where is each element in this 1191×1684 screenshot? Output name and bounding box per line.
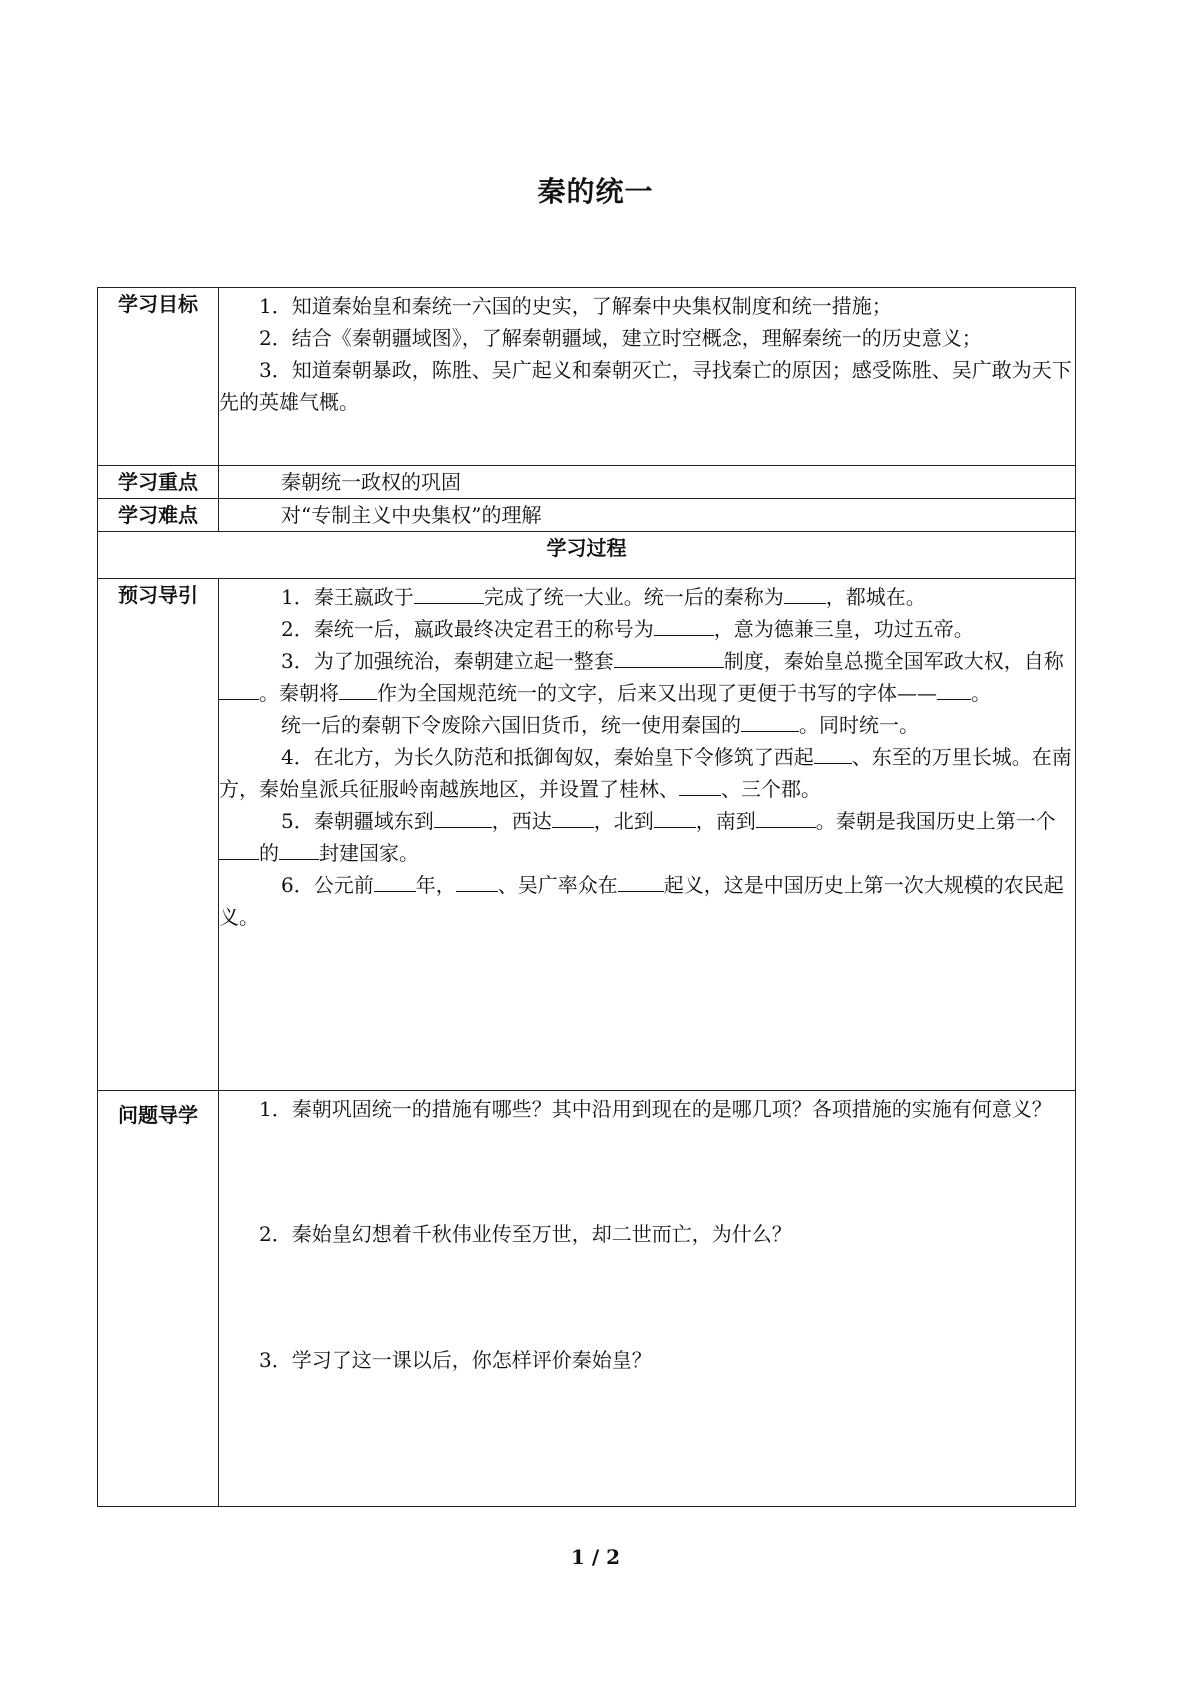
fill-blank[interactable]: [414, 581, 484, 604]
difficulty-row: [98, 499, 1076, 532]
fill-blank[interactable]: [679, 773, 721, 796]
fill-blank[interactable]: [456, 869, 498, 892]
study-sheet-table: [97, 287, 1076, 1507]
process-title: 学习过程: [546, 536, 627, 560]
page-number: 1 / 2: [570, 1545, 621, 1569]
difficulty-label: 学习难点: [98, 499, 219, 532]
preview-currency: 统一后的秦朝下令废除六国旧货币，统一使用秦国的 。同时统一。: [219, 709, 1075, 741]
preview-q1: 1．秦王嬴政于 完成了统一大业。统一后的秦称为 ，都城在。: [219, 581, 1075, 613]
preview-content: [219, 579, 1076, 1091]
questions-label: 问题导学: [98, 1091, 219, 1507]
fill-blank[interactable]: [279, 837, 319, 860]
objective-item: 2．结合《秦朝疆域图》，了解秦朝疆域，建立时空概念，理解秦统一的历史意义；: [259, 326, 982, 350]
fill-blank[interactable]: [937, 677, 971, 700]
objectives-content: [219, 288, 1076, 466]
fill-blank[interactable]: [219, 677, 259, 700]
fill-blank[interactable]: [741, 709, 799, 732]
preview-q3: 3．为了加强统治，秦朝建立起一整套 制度，秦始皇总揽全国军政大权，自称。秦朝将 作为全国规范统一的文字，后来又出现了更便于书写的字体—— 。: [219, 645, 1075, 709]
preview-row: [98, 579, 1076, 1091]
question-item: 3．学习了这一课以后，你怎样评价秦始皇？: [259, 1348, 652, 1372]
question-item: 1．秦朝巩固统一的措施有哪些？其中沿用到现在的是哪几项？各项措施的实施有何意义？: [259, 1097, 1052, 1121]
fill-blank[interactable]: [756, 805, 816, 828]
preview-label: 预习导引: [98, 579, 219, 1091]
preview-q2: 2．秦统一后，嬴政最终决定君王的称号为 ，意为德兼三皇，功过五帝。: [219, 613, 1075, 645]
preview-q6: 6．公元前 年， 、吴广率众在 起义，这是中国历史上第一次大规模的农民起义。: [219, 869, 1075, 933]
fill-blank[interactable]: [654, 613, 714, 636]
questions-row: [98, 1091, 1076, 1507]
fill-blank[interactable]: [374, 869, 416, 892]
fill-blank[interactable]: [784, 581, 826, 604]
page-title: 秦的统一: [537, 175, 654, 208]
objectives-row: [98, 288, 1076, 466]
fill-blank[interactable]: [614, 645, 724, 668]
key-point-text: 秦朝统一政权的巩固: [281, 470, 461, 494]
fill-blank[interactable]: [339, 677, 377, 700]
fill-blank[interactable]: [552, 805, 594, 828]
questions-content: [219, 1091, 1076, 1507]
process-row: [98, 532, 1076, 579]
fill-blank[interactable]: [618, 869, 664, 892]
key-point-label: 学习重点: [98, 466, 219, 499]
question-item: 2．秦始皇幻想着千秋伟业传至万世，却二世而亡，为什么？: [259, 1222, 792, 1246]
key-point-row: [98, 466, 1076, 499]
preview-q4: 4．在北方，为长久防范和抵御匈奴，秦始皇下令修筑了西起 、东至的万里长城。在南方，秦始皇派兵征服岭南越族地区，并设置了桂林、 、三个郡。: [219, 741, 1075, 805]
fill-blank[interactable]: [814, 741, 852, 764]
fill-blank[interactable]: [654, 805, 696, 828]
objectives-label: 学习目标: [98, 288, 219, 466]
difficulty-text: 对“专制主义中央集权”的理解: [281, 503, 542, 527]
objective-item: 1．知道秦始皇和秦统一六国的史实，了解秦中央集权制度和统一措施；: [259, 294, 892, 318]
fill-blank[interactable]: [434, 805, 492, 828]
preview-q5: 5．秦朝疆域东到 ，西达 ，北到 ，南到 。秦朝是我国历史上第一个的 封建国家。: [219, 805, 1075, 869]
fill-blank[interactable]: [219, 837, 259, 860]
objective-item: 3．知道秦朝暴政，陈胜、吴广起义和秦朝灭亡，寻找秦亡的原因；感受陈胜、吴广敢为天下先的英雄气概。: [219, 358, 1072, 414]
